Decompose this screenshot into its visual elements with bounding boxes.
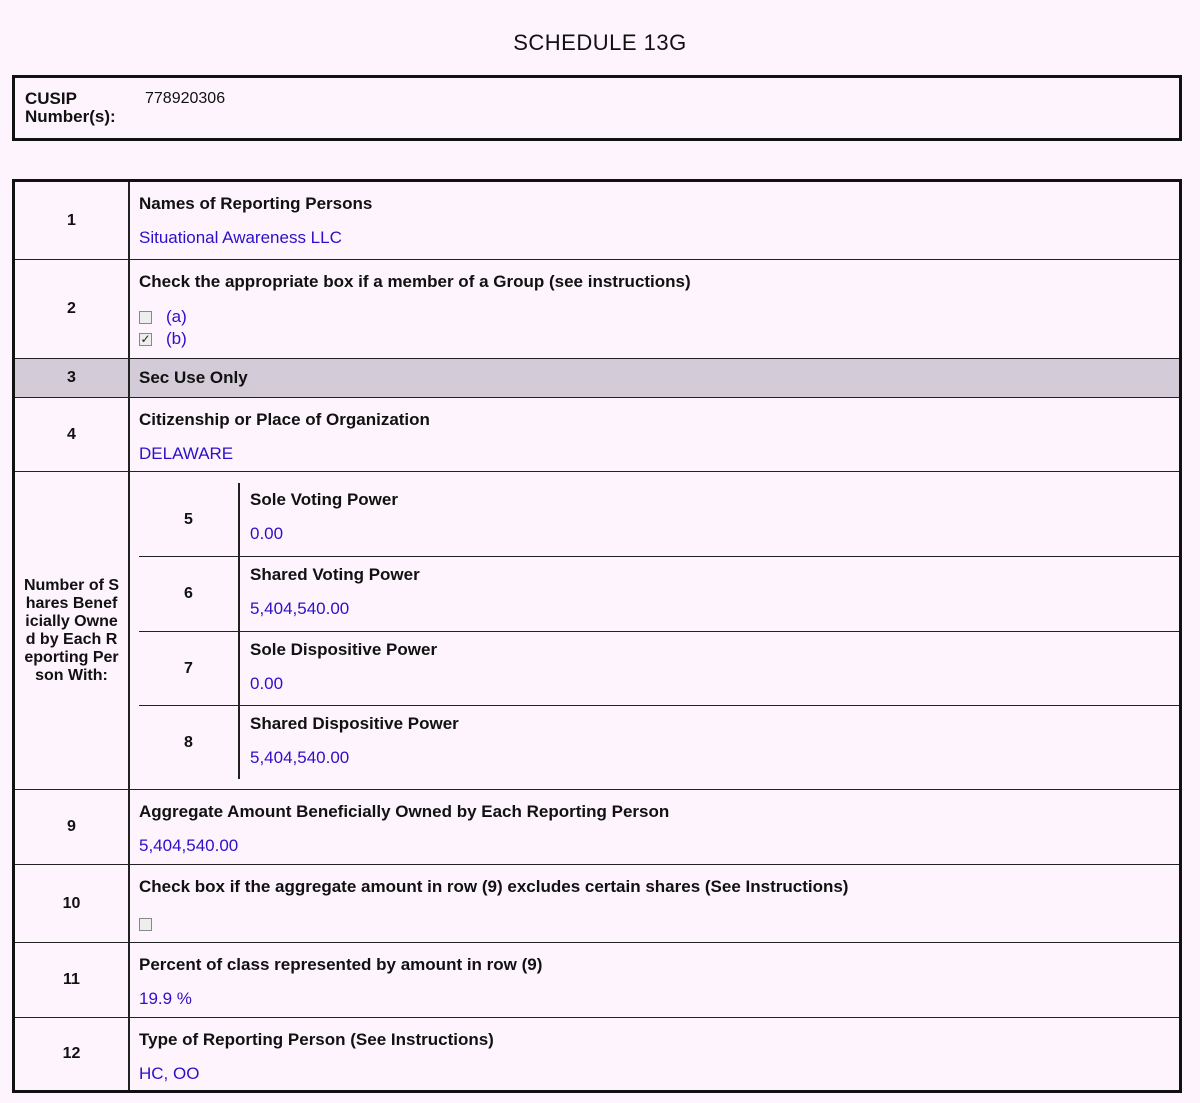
checkbox-a[interactable]	[139, 311, 152, 324]
reporting-person-name: Situational Awareness LLC	[139, 228, 342, 247]
group-checkboxes	[139, 306, 1171, 350]
row-number: 2	[15, 260, 130, 358]
row-4	[15, 397, 1179, 471]
row-number: 9	[15, 790, 130, 864]
percent-of-class-value: 19.9 %	[139, 989, 192, 1008]
field-label: Shared Dispositive Power	[250, 714, 459, 733]
row-7	[139, 632, 1179, 706]
row-number: 4	[15, 398, 130, 471]
row-number: 5	[139, 483, 240, 556]
aggregate-amount-value: 5,404,540.00	[139, 836, 239, 855]
field-label: Citizenship or Place of Organization	[139, 410, 430, 429]
field-label: Names of Reporting Persons	[139, 194, 373, 213]
field-label: Sole Voting Power	[250, 490, 398, 509]
sole-voting-value: 0.00	[250, 524, 284, 543]
field-label: Percent of class represented by amount in row (9)	[139, 955, 543, 974]
checkbox-label-b: (b)	[166, 329, 187, 348]
row-1	[15, 182, 1179, 259]
row-number: 10	[15, 865, 130, 942]
row-12	[15, 1017, 1179, 1090]
shares-group	[15, 471, 1179, 789]
row-2	[15, 259, 1179, 358]
row-number: 12	[15, 1018, 130, 1090]
row-number: 6	[139, 557, 240, 631]
field-label: Sole Dispositive Power	[250, 640, 438, 659]
field-label: Type of Reporting Person (See Instructions)	[139, 1030, 494, 1049]
row-number: 8	[139, 706, 240, 779]
cusip-box	[12, 75, 1182, 141]
field-label: Check the appropriate box if a member of a Group (see instructions)	[139, 272, 691, 291]
field-label: Aggregate Amount Beneficially Owned by Each Reporting Person	[139, 802, 670, 821]
row-11	[15, 942, 1179, 1017]
checkbox-b[interactable]: ✓	[140, 332, 151, 346]
shared-dispositive-value: 5,404,540.00	[250, 748, 350, 767]
row-9	[15, 789, 1179, 864]
row-5	[139, 483, 1179, 557]
checkbox-option-a[interactable]	[139, 306, 1171, 328]
row-8	[139, 706, 1179, 779]
page-title: SCHEDULE 13G	[513, 30, 687, 55]
checkbox-label-a: (a)	[166, 307, 187, 326]
field-label: Check box if the aggregate amount in row (9) excludes certain shares (See Instructions)	[139, 877, 849, 896]
field-label: Shared Voting Power	[250, 565, 420, 584]
cusip-value: 778920306	[145, 90, 226, 107]
row-number: 3	[15, 359, 130, 397]
shared-voting-value: 5,404,540.00	[250, 599, 350, 618]
row-number: 11	[15, 943, 130, 1017]
reporting-person-type-value: HC, OO	[139, 1064, 200, 1083]
row-6	[139, 557, 1179, 632]
exclude-shares-option[interactable]	[139, 913, 1171, 935]
row-10	[15, 864, 1179, 942]
cover-table	[12, 179, 1182, 1093]
exclude-shares-checkbox[interactable]	[139, 918, 152, 931]
sole-dispositive-value: 0.00	[250, 674, 284, 693]
field-label: Sec Use Only	[139, 368, 248, 387]
row-number: 1	[15, 182, 130, 259]
cusip-label: CUSIP Number(s):	[25, 89, 116, 126]
shares-owned-label: Number of Shares Beneficially Owned by Each Reporting Person With:	[15, 472, 130, 789]
checkbox-option-b[interactable]	[139, 328, 1171, 350]
citizenship-value: DELAWARE	[139, 444, 234, 463]
row-number: 7	[139, 632, 240, 705]
row-3	[15, 358, 1179, 397]
